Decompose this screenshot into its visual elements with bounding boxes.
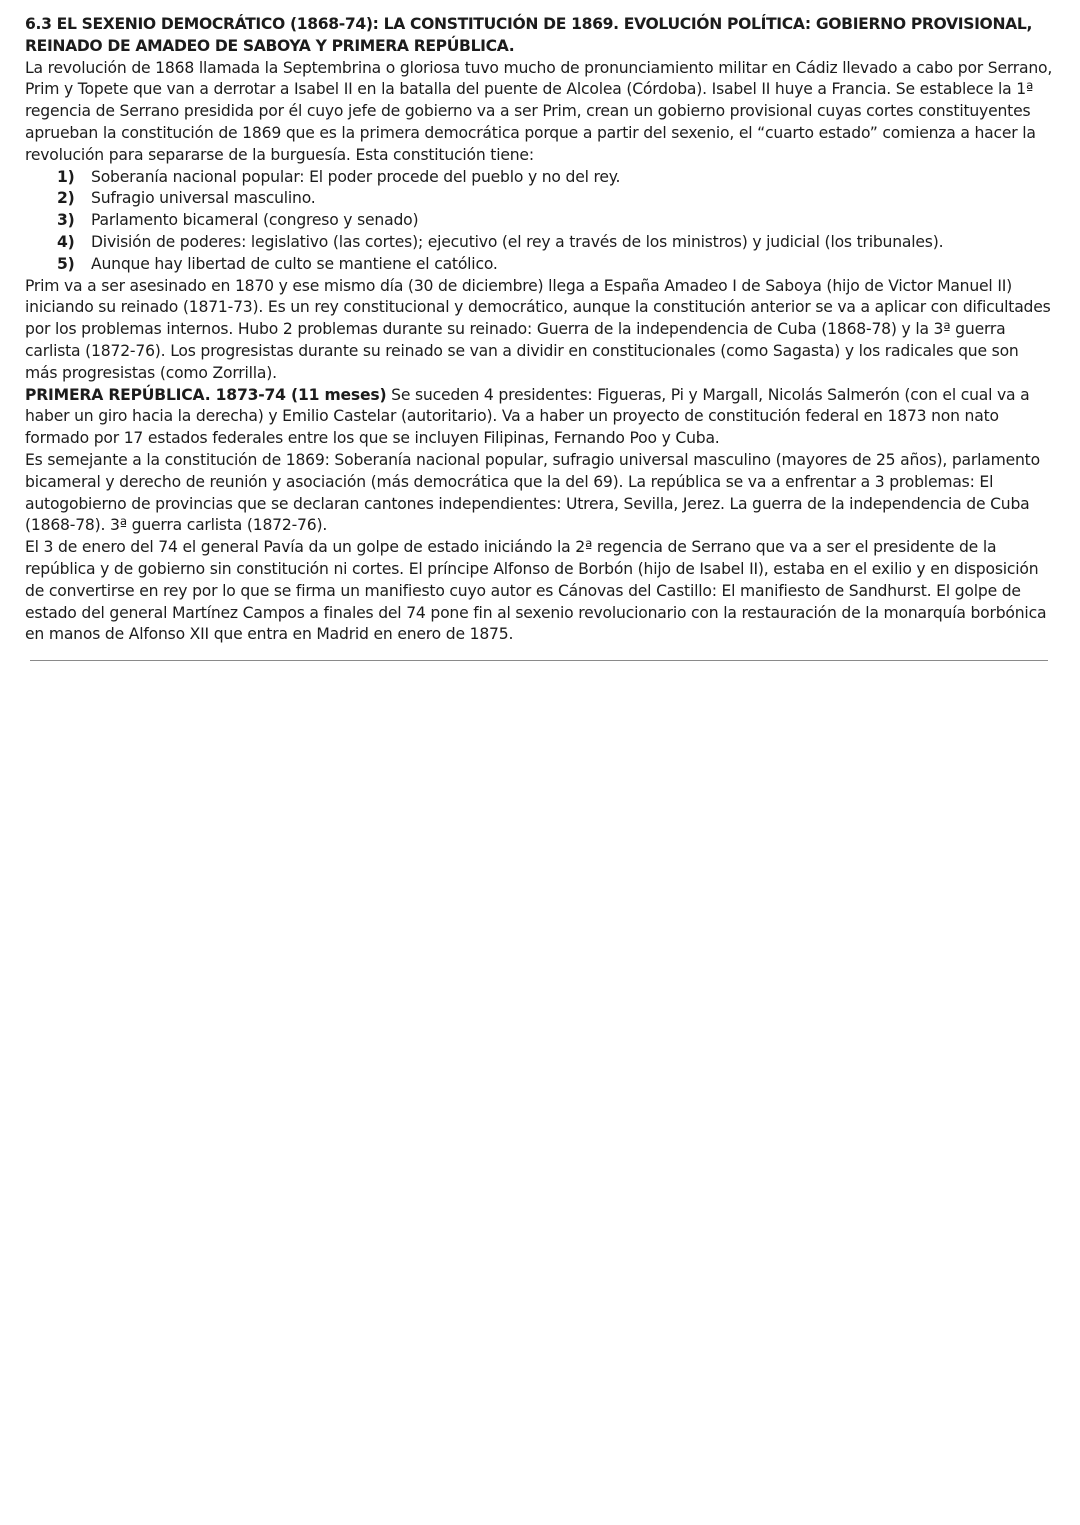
federal-constitution-paragraph: Es semejante a la constitución de 1869: Soberanía nacional popular, sufragio universal masculino (mayores de 25 años), parlamento bicameral y derecho de reunión y asociación (más democrática que la del 69). La república se va a enfrentar a 3 problemas: El autogobierno de provincias que se declaran cantones independientes: Utrera, Sevilla, Jerez. La guerra de la independencia de Cuba (1868-78). 3ª guerra carlista (1872-76). [25, 450, 1040, 535]
republic-paragraph [25, 385, 1053, 450]
list-item-number: 3) [57, 211, 75, 230]
list-item-text: División de poderes: legislativo (las cortes); ejecutivo (el rey a través de los ministros) y judicial (los tribunales). [91, 232, 944, 251]
list-item [57, 188, 1053, 210]
list-item [57, 210, 1053, 232]
list-item-text: Parlamento bicameral (congreso y senado) [91, 211, 419, 230]
list-item-number: 5) [57, 254, 75, 273]
list-item-text: Soberanía nacional popular: El poder procede del pueblo y no del rey. [91, 167, 621, 186]
page-title: 6.3 EL SEXENIO DEMOCRÁTICO (1868-74): LA CONSTITUCIÓN DE 1869. EVOLUCIÓN POLÍTICA: GOBIERNO PROVISIONAL, REINADO DE AMADEO DE SABOYA Y PRIMERA REPÚBLICA. [25, 15, 1033, 55]
intro-paragraph: La revolución de 1868 llamada la Septembrina o gloriosa tuvo mucho de pronunciamiento militar en Cádiz llevado a cabo por Serrano, Prim y Topete que van a derrotar a Isabel II en la batalla del puente de Alcolea (Córdoba). Isabel II huye a Francia. Se establece la 1ª regencia de Serrano presidida por él cuyo jefe de gobierno va a ser Prim, crean un gobierno provisional cuyas cortes constituyentes aprueban la constitución de 1869 que es la primera democrática porque a partir del sexenio, el “cuarto estado” comienza a hacer la revolución para separarse de la burguesía. Esta constitución tiene: [25, 58, 1053, 164]
list-item-text: Sufragio universal masculino. [91, 189, 316, 208]
list-item-text: Aunque hay libertad de culto se mantiene el católico. [91, 254, 498, 273]
list-item-number: 2) [57, 189, 75, 208]
list-item [57, 167, 1053, 189]
republic-text: Se suceden 4 presidentes: Figueras, Pi y Margall, Nicolás Salmerón (con el cual va a haber un giro hacia la derecha) y Emilio Castelar (autoritario). Va a haber un proyecto de constitución federal en 1873 non nato formado por 17 estados federales entre los que se incluyen Filipinas, Fernando Poo y Cuba. [25, 385, 1030, 448]
ending-paragraph: El 3 de enero del 74 el general Pavía da un golpe de estado iniciándo la 2ª regencia de Serrano que va a ser el presidente de la república y de gobierno sin constitución ni cortes. El príncipe Alfonso de Borbón (hijo de Isabel II), estaba en el exilio y en disposición de convertirse en rey por lo que se firma un manifiesto cuyo autor es Cánovas del Castillo: El manifiesto de Sandhurst. El golpe de estado del general Martínez Campos a finales del 74 pone fin al sexenio revolucionario con la restauración de la monarquía borbónica en manos de Alfonso XII que entra en Madrid en enero de 1875. [25, 538, 1047, 644]
list-item-number: 1) [57, 167, 75, 186]
constitution-features-list [25, 167, 1053, 276]
republic-heading: PRIMERA REPÚBLICA. 1873-74 (11 meses) [25, 385, 387, 404]
divider-line [30, 660, 1048, 661]
list-item [57, 232, 1053, 254]
amadeo-paragraph: Prim va a ser asesinado en 1870 y ese mismo día (30 de diciembre) llega a España Amadeo I de Saboya (hijo de Victor Manuel II) iniciando su reinado (1871-73). Es un rey constitucional y democrático, aunque la constitución anterior se va a aplicar con dificultades por los problemas internos. Hubo 2 problemas durante su reinado: Guerra de la independencia de Cuba (1868-78) y la 3ª guerra carlista (1872-76). Los progresistas durante su reinado se van a dividir en constitucionales (como Sagasta) y los radicales que son más progresistas (como Zorrilla). [25, 276, 1051, 382]
list-item [57, 254, 1053, 276]
document-page [25, 14, 1053, 646]
list-item-number: 4) [57, 232, 75, 251]
